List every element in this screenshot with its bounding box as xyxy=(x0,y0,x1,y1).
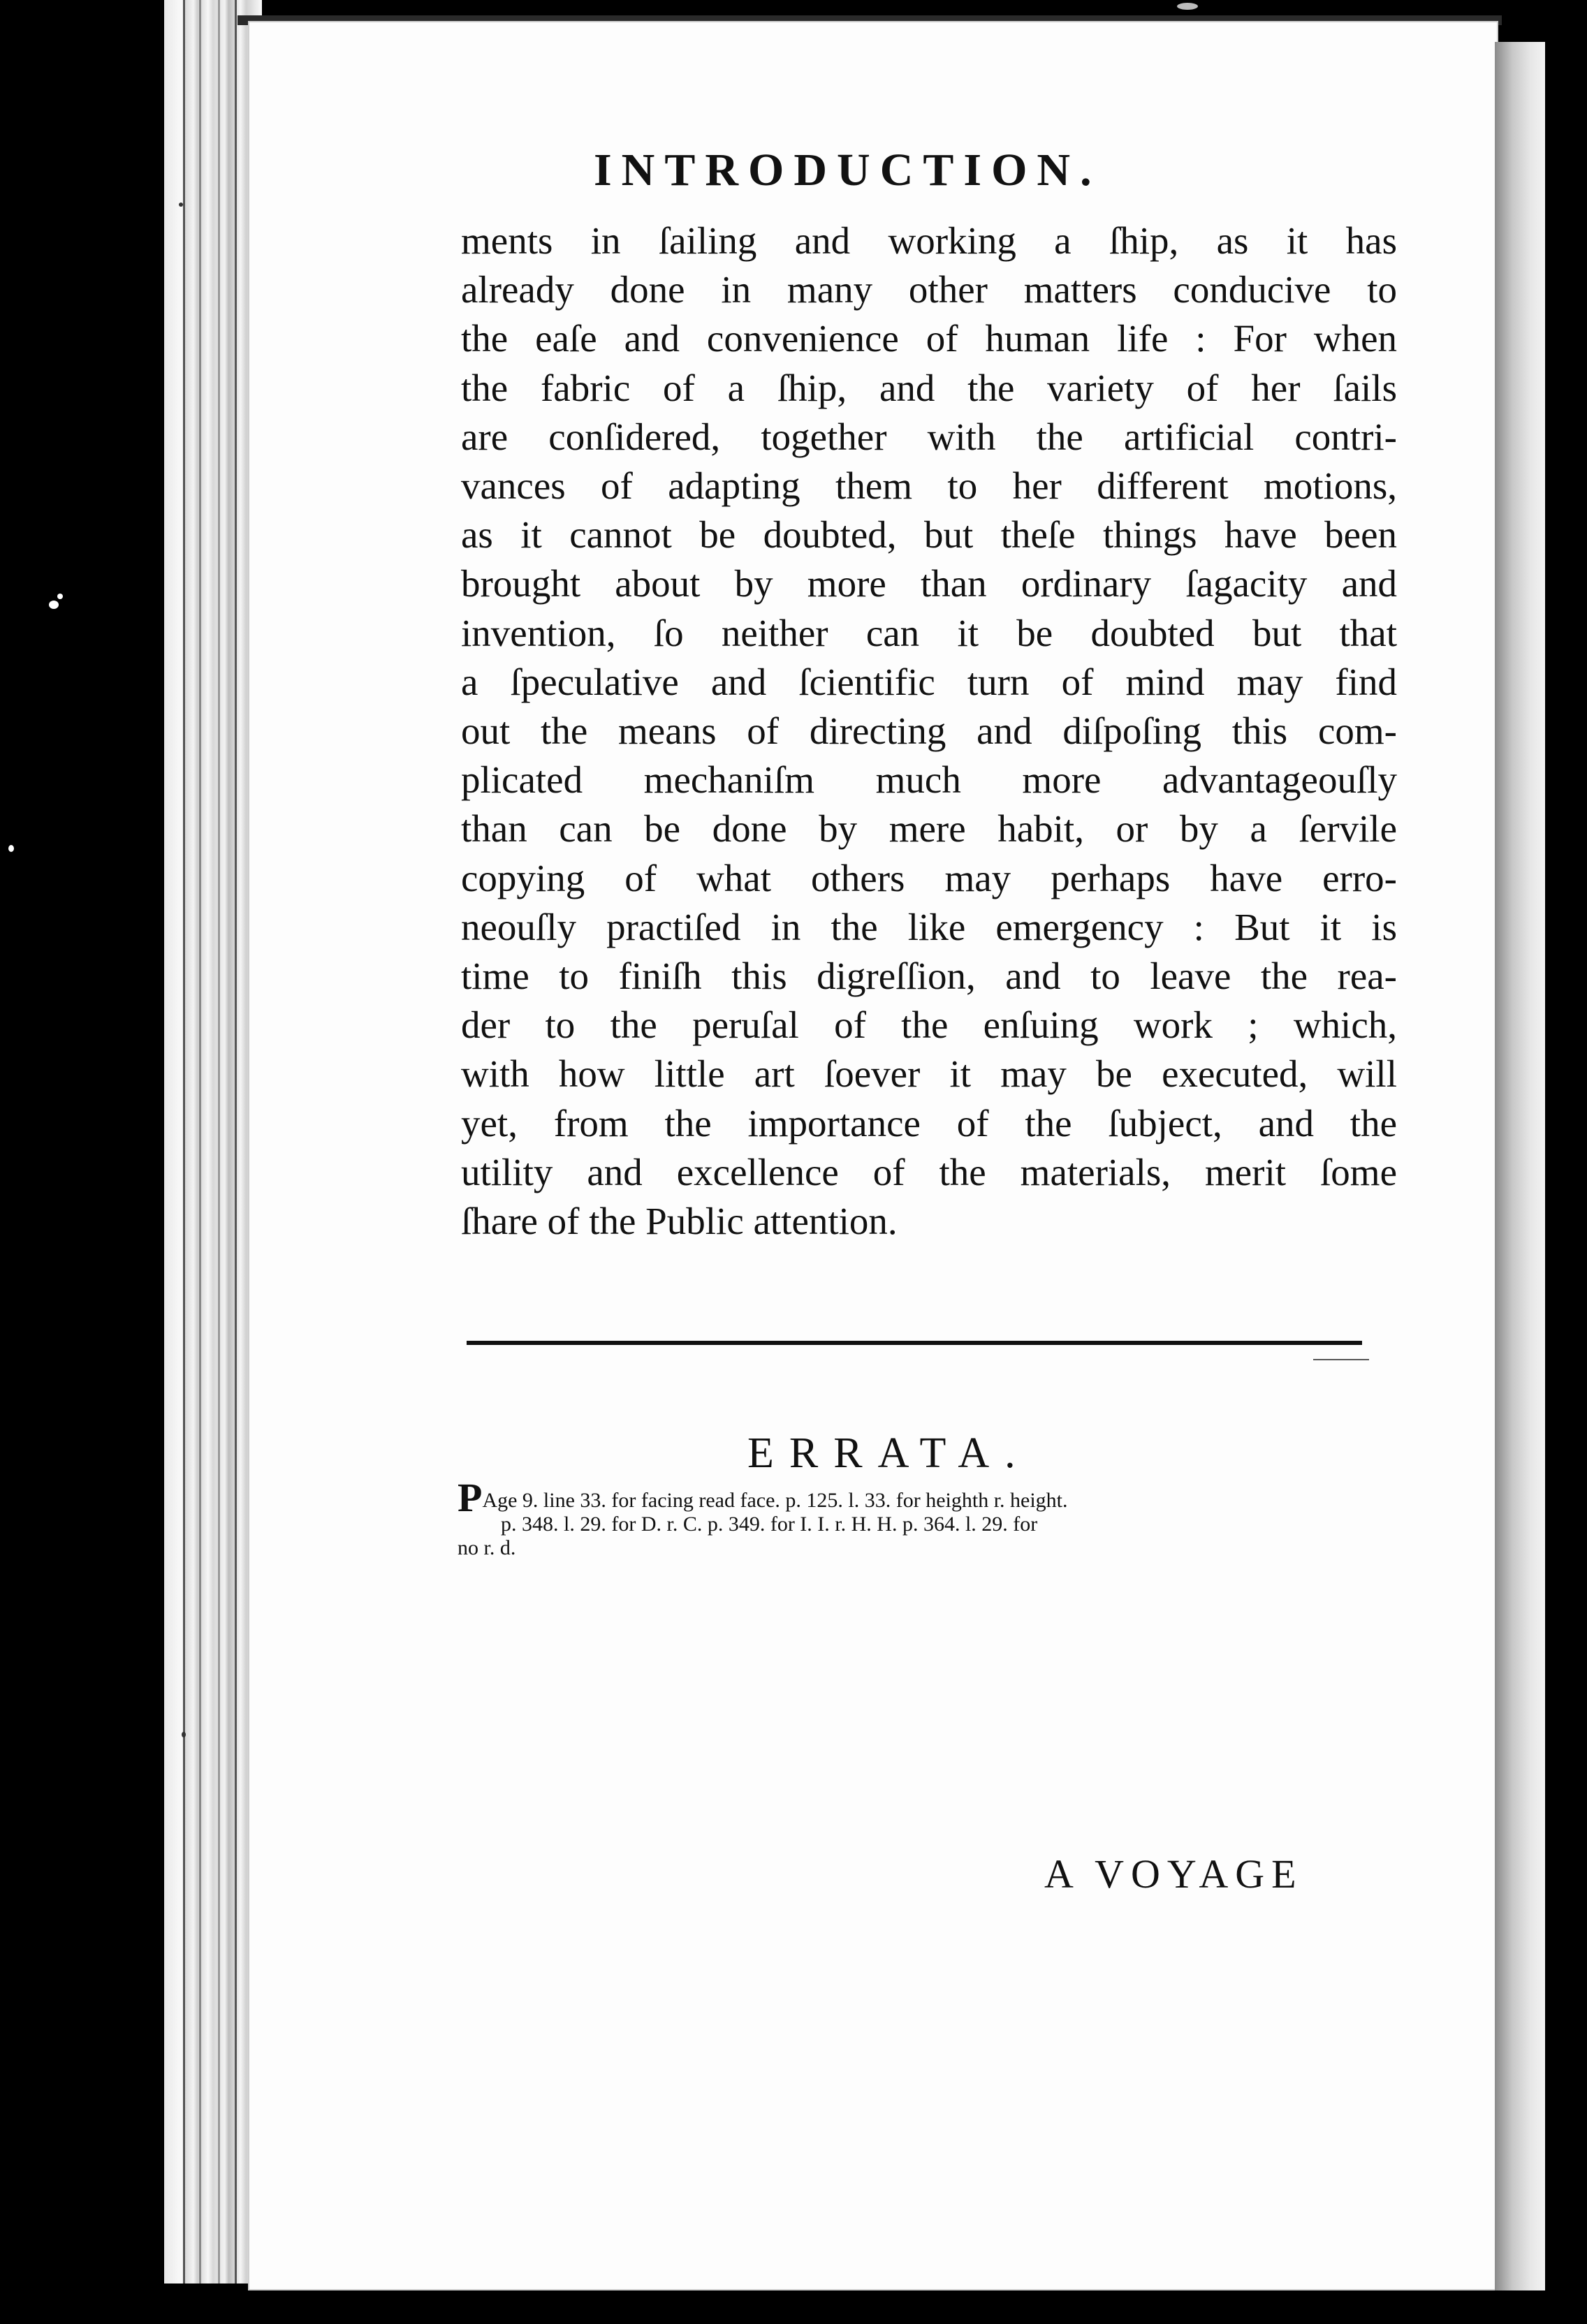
text-line: than can be done by mere habit, or by a ſervile xyxy=(461,807,1397,851)
scan-speck xyxy=(1177,3,1198,10)
body-text xyxy=(461,216,1397,1246)
text-line: are conſidered, together with the artificial contri- xyxy=(461,415,1397,458)
text-line: invention, ſo neither can it be doubted but that xyxy=(461,611,1397,654)
text-line: plicated mechaniſm much more advantageouſly xyxy=(461,758,1397,802)
text-line: out the means of directing and diſpoſing this com- xyxy=(461,709,1397,753)
leaf-edge-line xyxy=(199,0,201,2283)
text-line: ments in ſailing and working a ſhip, as it has xyxy=(461,219,1397,262)
scan-speck xyxy=(8,845,14,852)
errata-line-3: no r. d. xyxy=(458,1536,516,1559)
text-line: neouſly practiſed in the like emergency : But it is xyxy=(461,905,1397,948)
text-line: the fabric of a ſhip, and the variety of her ſails xyxy=(461,366,1397,409)
text-line: copying of what others may perhaps have erro- xyxy=(461,856,1397,899)
page-stack-edges xyxy=(164,0,262,2283)
text-line: vances of adapting them to her different motions, xyxy=(461,464,1397,508)
errata-dropcap: P xyxy=(458,1475,483,1520)
text-line: yet, from the importance of the ſubject, and the xyxy=(461,1101,1397,1145)
text-line: brought about by more than ordinary ſagacity and xyxy=(461,562,1397,605)
leaf-edge-line xyxy=(183,0,185,2283)
text-line: already done in many other matters conducive to xyxy=(461,268,1397,311)
text-line: utility and excellence of the materials, merit ſome xyxy=(461,1150,1397,1193)
text-line: der to the peruſal of the enſuing work ; which, xyxy=(461,1003,1397,1047)
text-line: as it cannot be doubted, but theſe things have been xyxy=(461,513,1397,557)
scan-speck xyxy=(49,601,59,609)
catchword: A VOYAGE xyxy=(1044,1851,1303,1897)
errata-text xyxy=(458,1475,1366,1560)
text-line: a ſpeculative and ſcientific turn of mind may find xyxy=(461,660,1397,703)
errata-line xyxy=(458,1475,1366,1520)
scan-speck xyxy=(179,203,183,207)
errata-line-2: p. 348. l. 29. for D. r. C. p. 349. for I. I. r. H. H. p. 364. l. 29. for xyxy=(501,1513,1038,1536)
scan-speck xyxy=(182,1732,186,1737)
text-line: time to finiſh this digreſſion, and to leave the rea- xyxy=(461,955,1397,998)
leaf-edge-line xyxy=(218,0,220,2283)
text-line: ſhare of the Public attention. xyxy=(461,1200,898,1243)
section-rule-tail xyxy=(1313,1359,1369,1360)
text-line: with how little art ſoever it may be executed, will xyxy=(461,1052,1397,1096)
text-line: the eaſe and convenience of human life : For when xyxy=(461,317,1397,360)
leaf-edge-line xyxy=(235,0,237,2283)
section-rule xyxy=(467,1341,1362,1345)
page-right-edge xyxy=(1495,42,1545,2290)
running-head: INTRODUCTION. xyxy=(594,145,1102,196)
errata-heading: ERRATA. xyxy=(747,1429,1031,1477)
scan-speck xyxy=(57,594,63,599)
errata-line-1: Age 9. line 33. for facing read face. p. 125. l. 33. for heighth r. height. xyxy=(482,1489,1068,1512)
